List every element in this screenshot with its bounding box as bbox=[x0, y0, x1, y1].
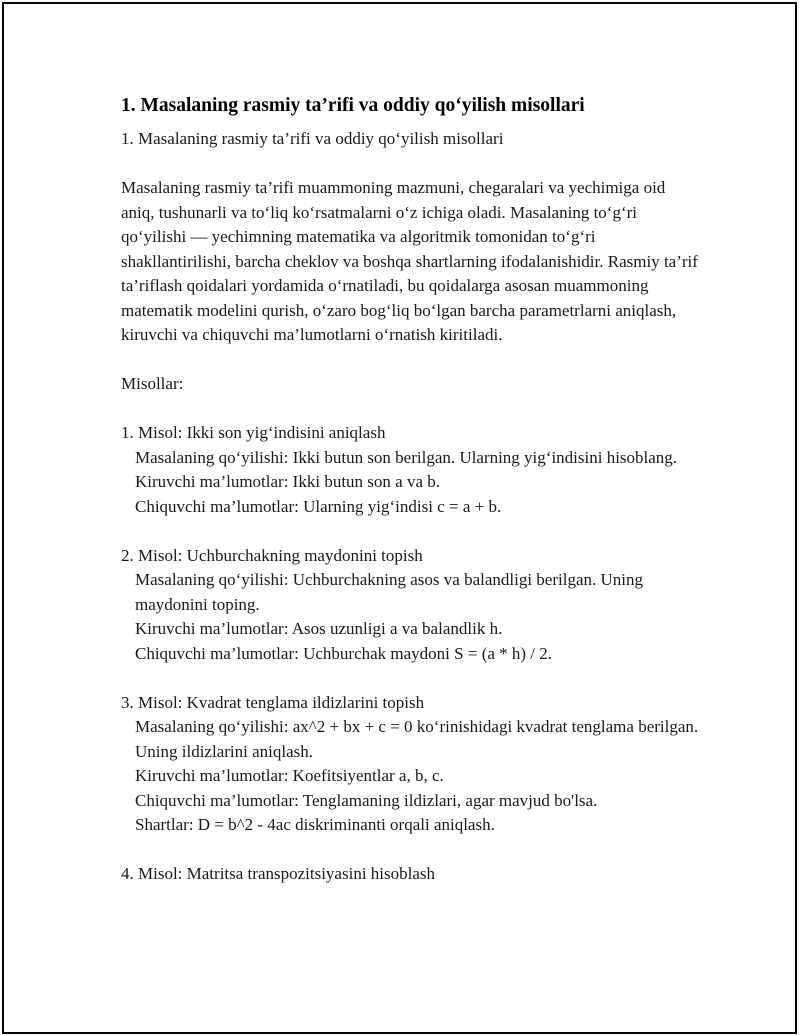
example-output-data: Chiquvchi ma’lumotlar: Ularning yig‘indisi c = a + b. bbox=[135, 496, 502, 516]
document-body bbox=[121, 93, 701, 887]
examples-label: Misollar: bbox=[121, 374, 184, 393]
page-frame bbox=[2, 2, 797, 1034]
example-problem-statement: Masalaning qo‘yilishi: Uchburchakning asos va balandligi berilgan. Uning maydonini toping. bbox=[135, 570, 648, 614]
spacer bbox=[121, 666, 701, 691]
spacer bbox=[121, 397, 701, 422]
example-output-data: Chiquvchi ma’lumotlar: Uchburchak maydoni S = (a * h) / 2. bbox=[135, 643, 553, 663]
example-output-data: Chiquvchi ma’lumotlar: Tenglamaning ildizlari, agar mavjud bo'lsa. bbox=[135, 790, 598, 810]
document-heading: 1. Masalaning rasmiy ta’rifi va oddiy qo‘yilish misollari bbox=[121, 95, 585, 116]
spacer bbox=[121, 348, 701, 373]
example-block bbox=[121, 691, 701, 838]
example-problem-statement: Masalaning qo‘yilishi: Ikki butun son berilgan. Ularning yig‘indisini hisoblang. bbox=[135, 447, 678, 467]
example-input-data: Kiruvchi ma’lumotlar: Koefitsiyentlar a, b, c. bbox=[135, 766, 444, 785]
example-block bbox=[121, 421, 701, 519]
example-title: 3. Misol: Kvadrat tenglama ildizlarini topish bbox=[121, 692, 425, 712]
example-title: 1. Misol: Ikki son yig‘indisini aniqlash bbox=[121, 423, 386, 442]
example-input-data: Kiruvchi ma’lumotlar: Asos uzunligi a va balandlik h. bbox=[135, 619, 503, 638]
example-block bbox=[121, 544, 701, 667]
spacer bbox=[121, 519, 701, 544]
example-input-data: Kiruvchi ma’lumotlar: Ikki butun son a va b. bbox=[135, 472, 440, 491]
spacer bbox=[121, 838, 701, 863]
example-problem-statement: Masalaning qo‘yilishi: ax^2 + bx + c = 0 ko‘rinishidagi kvadrat tenglama berilgan. Uning ildizlarini aniqlash. bbox=[135, 717, 703, 761]
intro-paragraph: Masalaning rasmiy ta’rifi muammoning mazmuni, chegaralari va yechimiga oid aniq, tushunarli va to‘liq ko‘rsatmalarni o‘z ichiga oladi. Masalaning to‘g‘ri qo‘yilishi — yechimning matematika va algoritmik tomonidan to‘g‘ri shakllantirilishi, barcha cheklov va boshqa shartlarning ifodalanishidir. Rasmiy ta’rif ta’riflash qoidalari yordamida o‘rnatiladi, bu qoidalarga asosan muammoning matematik modelini qurish, o‘zaro bog‘liq bo‘lgan barcha parametrlarni aniqlash, kiruvchi va chiquvchi ma’lumotlarni o‘rnatish kiritiladi. bbox=[121, 178, 703, 344]
example-conditions: Shartlar: D = b^2 - 4ac diskriminanti orqali aniqlash. bbox=[135, 815, 495, 834]
spacer bbox=[121, 152, 701, 177]
example-title: 4. Misol: Matritsa transpozitsiyasini hisoblash bbox=[121, 864, 436, 883]
example-block bbox=[121, 862, 701, 887]
example-title: 2. Misol: Uchburchakning maydonini topish bbox=[121, 545, 423, 565]
document-subheading: 1. Masalaning rasmiy ta’rifi va oddiy qo‘yilish misollari bbox=[121, 129, 504, 148]
